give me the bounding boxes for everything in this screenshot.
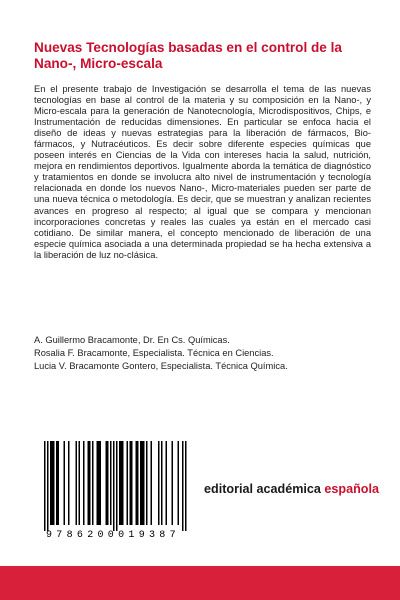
- barcode-bar: [100, 441, 102, 525]
- barcode-bar: [58, 441, 60, 525]
- barcode-bar: [98, 441, 100, 525]
- barcode-bar: [119, 441, 121, 525]
- barcode-bar: [161, 441, 163, 525]
- barcode-bar: [182, 441, 184, 531]
- barcode-bar: [137, 441, 139, 525]
- barcode-bar: [143, 441, 145, 525]
- isbn-barcode: [34, 437, 192, 542]
- barcode-bar: [83, 441, 85, 525]
- barcode-bar: [107, 441, 109, 525]
- publisher-accent-word: española: [324, 482, 379, 496]
- barcode-bar: [146, 441, 148, 525]
- barcode-bar: [166, 441, 168, 525]
- barcode-bar: [56, 441, 58, 525]
- barcode-bar: [158, 441, 160, 525]
- barcode-bar: [122, 441, 124, 525]
- book-title: Nuevas Tecnologías basadas en el control de la Nano-, Micro-escala: [34, 40, 342, 71]
- barcode-bar: [44, 441, 46, 531]
- barcode-bar: [151, 441, 153, 525]
- publisher-name: editorial académica: [204, 482, 321, 496]
- barcode-bar: [140, 441, 142, 525]
- barcode-bar: [97, 441, 99, 525]
- barcode-bar: [50, 441, 52, 525]
- barcode-bar: [92, 441, 94, 525]
- book-description: En el presente trabajo de Investigación se desarrolla el tema de las nuevas tecnologías en base al control de la materia y su composición en la Nano-, y Micro-escala para la generación de Nanotecnología, Microdispositivos, Chips, e Instrumentación de reducidas dimensiones. En particular se enfoca hacia el diseño de ideas y nuevas estrategias para la liberación de fármacos, Bio-fármacos, y Nutracéuticos. Es decir sobre diferente especies químicas que poseen interés en Ciencias de la Vida con intereses hacia la salud, nutrición, mejora en rendimientos deportivos. Igualmente aborda la temática de diagnóstico y tratamientos en donde se involucra alto nivel de instrumentación y tecnología relacionada en donde los nuevos Nano-, Micro-materiales pueden ser parte de una nueva técnica o metodología. Es decir, que se muestran y analizan recientes avances en progreso al respecto; al igual que se compara y mencionan incorporaciones concretas y reales las cuales ya están en el mercado casi cotidiano. De similar manera, el concepto mencionado de liberación de una especie química asociada a una determinada propiedad se ha hecha extensiva a la liberación de luz no-clásica.: [34, 84, 371, 260]
- barcode-bar: [178, 441, 180, 525]
- barcode-bar: [116, 441, 118, 531]
- barcode-bar: [127, 441, 129, 525]
- barcode-bar: [185, 441, 187, 531]
- barcode-bar: [142, 441, 144, 525]
- barcode-graphic: [34, 437, 192, 542]
- barcode-bar: [113, 441, 115, 531]
- barcode-bar: [53, 441, 55, 525]
- author-line: Lucia V. Bracamonte Gontero, Especialista. Técnica Química.: [34, 361, 288, 371]
- barcode-bar: [76, 441, 78, 525]
- barcode-bar: [121, 441, 123, 525]
- barcode-bar: [130, 441, 132, 525]
- barcode-bar: [172, 441, 174, 525]
- barcode-bar: [89, 441, 91, 525]
- isbn-digits: 9786200019387: [46, 530, 180, 541]
- barcode-bar: [52, 441, 54, 525]
- publisher-logo: [204, 482, 379, 497]
- barcode-bar: [68, 441, 70, 525]
- barcode-bar: [110, 441, 112, 525]
- barcode-bar: [79, 441, 81, 525]
- barcode-bar: [88, 441, 90, 525]
- barcode-bar: [136, 441, 138, 525]
- barcode-bar: [64, 441, 66, 525]
- red-footer-band: [0, 566, 400, 600]
- author-line: Rosalia F. Bracamonte, Especialista. Técnica en Ciencias.: [34, 348, 274, 358]
- author-line: A. Guillermo Bracamonte, Dr. En Cs. Químicas.: [34, 335, 230, 345]
- author-list: [34, 334, 374, 373]
- barcode-bar: [131, 441, 133, 525]
- barcode-bar: [106, 441, 108, 525]
- barcode-bar: [47, 441, 49, 531]
